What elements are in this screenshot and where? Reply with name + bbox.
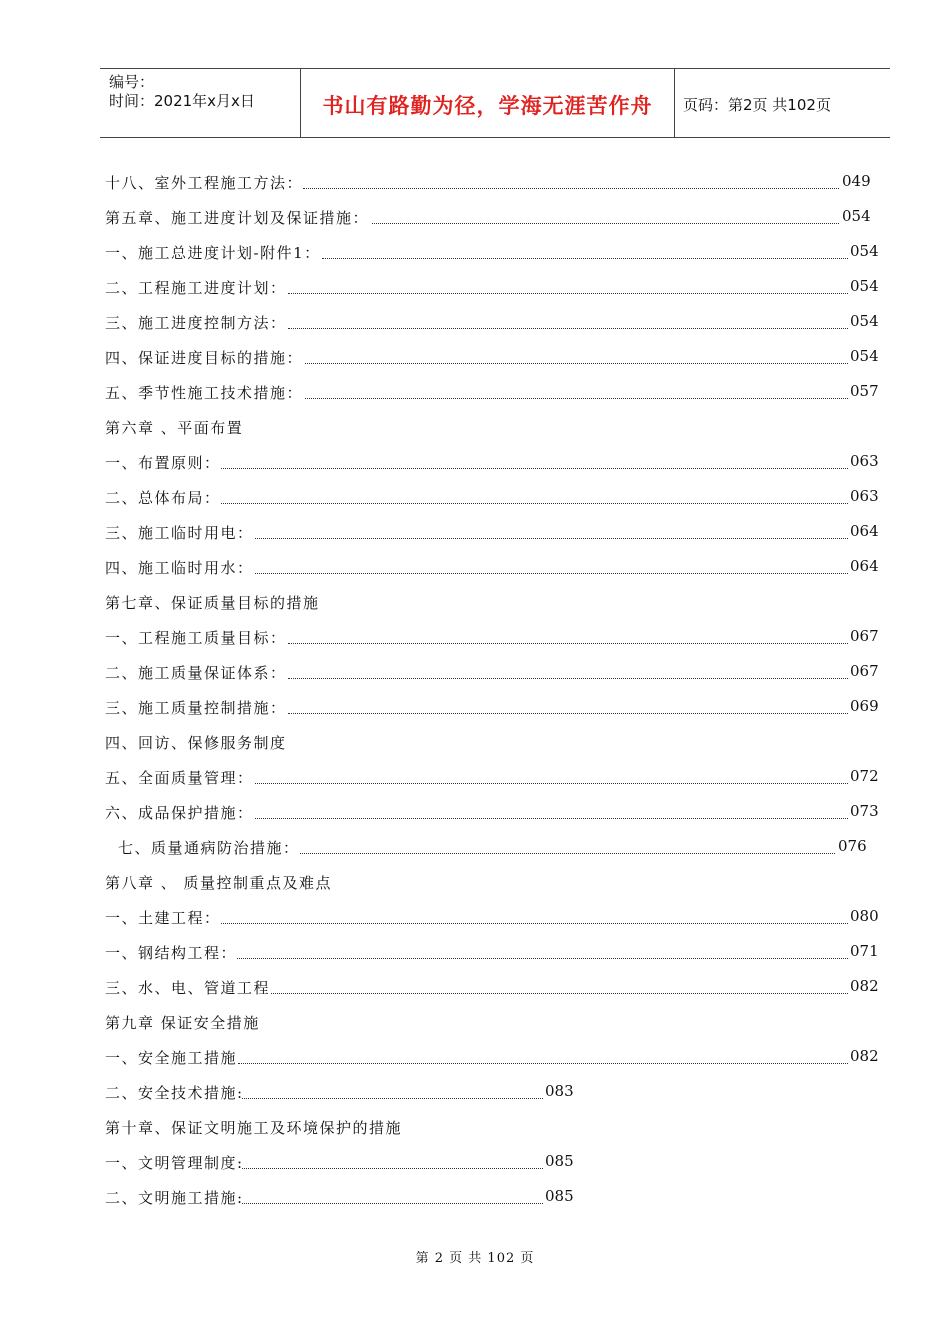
toc-entry (0, 767, 950, 789)
toc-page-number: 085 (545, 1187, 574, 1205)
toc-dot-leader (305, 363, 848, 364)
toc-dot-leader (303, 188, 839, 189)
toc-entry-title: 第九章 保证安全措施 (105, 1014, 260, 1032)
toc-page-number: 082 (850, 1047, 879, 1065)
toc-entry (0, 1047, 950, 1069)
toc-page-number: 054 (850, 312, 879, 330)
toc-page-number: 082 (850, 977, 879, 995)
toc-entry (0, 697, 950, 719)
toc-entry (0, 487, 950, 509)
toc-entry (0, 942, 950, 964)
toc-entry-title: 三、水、电、管道工程 (105, 979, 271, 997)
toc-dot-leader (288, 293, 848, 294)
toc-entry-title: 二、施工质量保证体系： (105, 664, 287, 682)
toc-page-number: 049 (842, 172, 871, 190)
toc-entry-title: 一、布置原则： (105, 454, 221, 472)
toc-entry (0, 347, 950, 369)
toc-entry (0, 207, 950, 229)
toc-entry-title: 一、施工总进度计划-附件1： (105, 244, 321, 262)
toc-entry-title: 四、保证进度目标的措施： (105, 349, 304, 367)
toc-entry (0, 417, 950, 439)
toc-entry (0, 1152, 950, 1174)
toc-entry (0, 662, 950, 684)
toc-page-number: 063 (850, 452, 879, 470)
toc-dot-leader (255, 573, 848, 574)
toc-entry-title: 第五章、施工进度计划及保证措施： (105, 209, 370, 227)
toc-dot-leader (288, 713, 848, 714)
toc-page-number: 054 (842, 207, 871, 225)
toc-entry-title: 三、施工临时用电： (105, 524, 254, 542)
toc-page-number: 054 (850, 277, 879, 295)
toc-entry (0, 872, 950, 894)
toc-entry-title: 第六章 、平面布置 (105, 419, 244, 437)
toc-dot-leader (242, 1168, 543, 1169)
toc-entry-title: 六、成品保护措施： (105, 804, 254, 822)
toc-entry (0, 627, 950, 649)
toc-dot-leader (221, 503, 848, 504)
toc-entry-title: 二、安全技术措施: (105, 1084, 244, 1102)
toc-entry-title: 二、文明施工措施: (105, 1189, 244, 1207)
toc-entry-title: 五、季节性施工技术措施： (105, 384, 304, 402)
toc-page-number: 054 (850, 242, 879, 260)
toc-entry (0, 172, 950, 194)
toc-dot-leader (271, 993, 848, 994)
toc-dot-leader (221, 923, 848, 924)
toc-entry-title: 四、施工临时用水： (105, 559, 254, 577)
toc-dot-leader (242, 1098, 543, 1099)
toc-entry (0, 1082, 950, 1104)
toc-entry (0, 382, 950, 404)
toc-dot-leader (300, 853, 835, 854)
toc-entry-title: 二、工程施工进度计划： (105, 279, 287, 297)
toc-entry-title: 一、钢结构工程： (105, 944, 238, 962)
toc-entry-title: 第八章 、 质量控制重点及难点 (105, 874, 333, 892)
toc-entry (0, 452, 950, 474)
toc-dot-leader (238, 1063, 848, 1064)
toc-entry (0, 522, 950, 544)
toc-entry-title: 二、总体布局： (105, 489, 221, 507)
toc-page-number: 067 (850, 662, 879, 680)
toc-entry-title: 四、回访、保修服务制度 (105, 734, 287, 752)
toc-dot-leader (255, 538, 848, 539)
toc-entry (0, 592, 950, 614)
toc-dot-leader (255, 783, 848, 784)
toc-entry (0, 1012, 950, 1034)
document-number-label: 编号： (109, 73, 155, 91)
toc-entry-title: 一、文明管理制度: (105, 1154, 244, 1172)
toc-dot-leader (305, 398, 848, 399)
toc-page-number: 064 (850, 522, 879, 540)
toc-dot-leader (237, 958, 848, 959)
page-footer: 第 2 页 共 102 页 (415, 1251, 535, 1266)
toc-dot-leader (288, 643, 848, 644)
toc-page-number: 054 (850, 347, 879, 365)
toc-entry (0, 802, 950, 824)
header-motto: 书山有路勤为径，学海无涯苦作舟 (322, 94, 653, 118)
toc-entry-title: 一、工程施工质量目标： (105, 629, 287, 647)
toc-entry (0, 977, 950, 999)
toc-dot-leader (372, 223, 839, 224)
toc-page-number: 083 (545, 1082, 574, 1100)
toc-dot-leader (221, 468, 848, 469)
toc-entry (0, 1187, 950, 1209)
toc-page-number: 080 (850, 907, 879, 925)
toc-page-number: 071 (850, 942, 879, 960)
toc-entry (0, 242, 950, 264)
toc-page-number: 063 (850, 487, 879, 505)
toc-entry (0, 732, 950, 754)
toc-page-number: 072 (850, 767, 879, 785)
toc-entry-title: 第十章、保证文明施工及环境保护的措施 (105, 1119, 403, 1137)
toc-page-number: 085 (545, 1152, 574, 1170)
toc-page-number: 069 (850, 697, 879, 715)
toc-entry-title: 第七章、保证质量目标的措施 (105, 594, 320, 612)
toc-entry-title: 十八、室外工程施工方法： (105, 174, 304, 192)
toc-dot-leader (288, 328, 848, 329)
toc-dot-leader (255, 818, 848, 819)
toc-page-number: 076 (838, 837, 867, 855)
toc-entry (0, 312, 950, 334)
toc-entry-title: 一、土建工程： (105, 909, 221, 927)
toc-entry (0, 837, 950, 859)
toc-entry-title: 一、安全施工措施 (105, 1049, 238, 1067)
toc-dot-leader (242, 1203, 543, 1204)
toc-entry (0, 557, 950, 579)
header-page-info: 页码：第2页 共102页 (683, 96, 831, 114)
toc-page-number: 064 (850, 557, 879, 575)
toc-entry-title: 五、全面质量管理： (105, 769, 254, 787)
toc-entry (0, 907, 950, 929)
toc-entry-title: 三、施工进度控制方法： (105, 314, 287, 332)
toc-page-number: 067 (850, 627, 879, 645)
toc-dot-leader (322, 258, 848, 259)
toc-page-number: 057 (850, 382, 879, 400)
toc-entry-title: 七、质量通病防治措施： (118, 839, 300, 857)
toc-entry (0, 277, 950, 299)
toc-entry (0, 1117, 950, 1139)
toc-entry-title: 三、施工质量控制措施： (105, 699, 287, 717)
document-date: 时间：2021年x月x日 (109, 92, 255, 110)
toc-page-number: 073 (850, 802, 879, 820)
toc-dot-leader (288, 678, 848, 679)
